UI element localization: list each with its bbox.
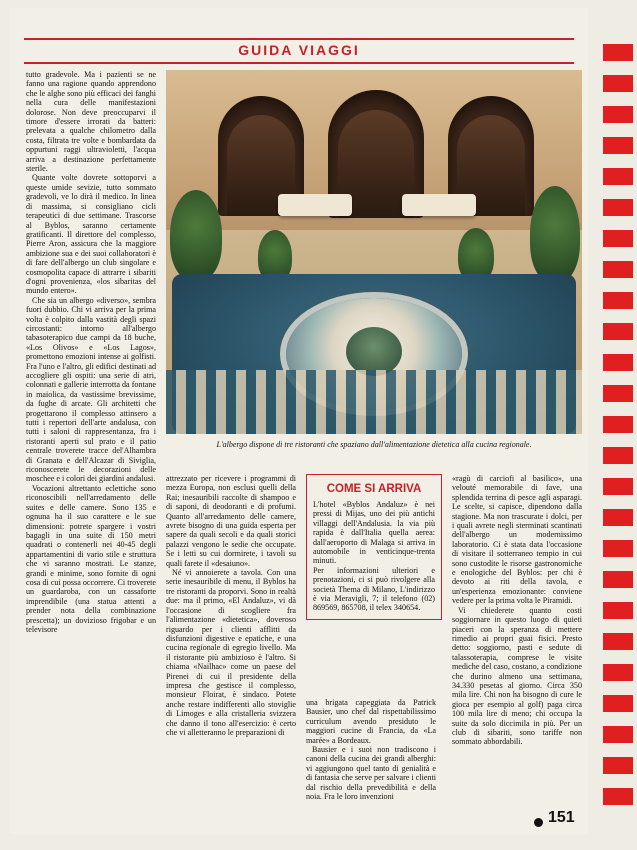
red-stripe	[603, 788, 633, 805]
red-stripe	[603, 292, 633, 309]
photo-plant	[170, 190, 222, 280]
red-stripe	[603, 230, 633, 247]
red-stripe	[603, 509, 633, 526]
red-stripe	[603, 323, 633, 340]
red-stripe	[603, 44, 633, 61]
page-header	[24, 42, 574, 58]
red-stripe	[603, 354, 633, 371]
paragraph: Vi chiederete quanto costi soggiornare in questo luogo di quieti piaceri con la speranza di mettere rimedio ai propri guai fisici. Presto detto: soggiorno, pasti e sedute di talassoterapia, comprese le visite mediche del caso, costano, a condizione che durino almeno una settimana, 34.330 pesetas al giorno. Circa 350 mila lire. Chi non ha bisogno di cure le gioca per esempio al golf) paga circa 100 mila lire di meno; chi occupa la suite da solo diccimila in più. Per un club di sibariti, sono tariffe non sommato abbordabili.	[452, 605, 582, 747]
body-column-bottom-2	[166, 474, 296, 737]
red-stripe	[603, 664, 633, 681]
photo-tiled-border	[166, 370, 582, 434]
body-column-bottom-3	[452, 474, 582, 747]
come-si-arriva-box	[306, 474, 442, 620]
hotel-courtyard-photo	[166, 70, 582, 434]
red-stripe	[603, 695, 633, 712]
page-sheet	[10, 8, 588, 834]
paragraph: attrezzato per ricevere i programmi di mezza Europa, non esclusi quelli della Rai; inesauribili raccolte di shampoo e di saponi, di deodoranti e di profumi. Quanto all'arredamento delle camere, avrete bisogno di una guida esperta per sapere da quali secoli e da quali storici palazzi vengono le sedie che occupate. Se i letti su cui dormirete, i tavoli su quali farete il «desaiuno».	[166, 474, 296, 568]
paragraph: Né vi annoierete a tavola. Con una serie inesauribile di menu, il Byblos ha tre ristoranti da proporvi. Sono in realtà due: ma il primo, «El Andaluz», vi dà l'occasione di scogliere fra l'alimentazione «dietetica», doveroso riguardo per i clienti afflitti da disfunzioni digestive e epatiche, e una cucina regionale di egregio livello. Ma il ristorante più ambizioso è l'altro. Si chiama «Nailhac» come un paese del Pirenei di cui il presidente della impresa che gestisce il complesso, monsieur Floirat, è sindaco. Potete anche restare indifferenti allo stoviglie di Limoges e alla cristalleria svizzera che danno il tono all'esercizio: è certo che vi alletteranno le preparazioni di	[166, 568, 296, 737]
red-stripe-column	[597, 0, 637, 850]
paragraph: Quante volte dovrete sottoporvi a queste umide sevizie, tutto sommato gradevoli, ve lo dirà il medico. In linea di massima, si consigliano cicli terapeutici di due settimane. Trascorse al Byblos, saranno certamente gratificanti. Il direttore del complesso, Pierre Aron, assicura che la maggiore ambizione sua e dei suoi collaboratori è di fare dell'albergo un club singolare e cosmopolita capace di attrarre i sibariti d'ogni provenienza, «los sibaritas del mundo entero».	[26, 173, 156, 296]
paragraph: «ragù di carciofi al basilico», una velouté memorabile di fave, una splendida terrina di pesce agli asparagi. Le scelte, si capisce, dipendono dalla stagione. Ma non trascurate i dolci, per i quali avrete negli sterminati scantinati dell'albergo un modernissimo laboratorio. Ci è stata data l'occasione di visitare il sotterraneo tempio in cui sono custodite le risorse gastronomiche e enologiche del Byblos: per chi è devoto ai riti della tavola, e un'esperienza emozionante: conviene vedere per la prima volta le Piramidi.	[452, 474, 582, 606]
red-stripe	[603, 478, 633, 495]
red-stripe	[603, 633, 633, 650]
photo-dining-table	[402, 194, 476, 216]
red-stripe	[603, 168, 633, 185]
body-column-left	[26, 70, 156, 634]
box-title: COME SI ARRIVA	[326, 483, 422, 495]
body-column-bottom-2-continued	[306, 698, 436, 801]
paragraph: una brigata capeggiata da Patrick Bausier, uno chef dal rispettabilissimo curriculum avendo presiduto le maggiori cucine di Francia, da «La marée» a Bordeaux.	[306, 698, 436, 745]
red-stripe	[603, 261, 633, 278]
box-paragraph: Per informazioni ulteriori e prenotazioni, ci si può rivolgere alla società Thema di Milano, L'indirizzo è via Meravigli, 7; il telefono (02) 869569, 865708, il telex 340654.	[313, 565, 435, 613]
red-stripe	[603, 137, 633, 154]
red-stripe	[603, 571, 633, 588]
photo-caption: L'albergo dispone di tre ristoranti che spaziano dall'alimentazione dietetica alla cucina regionale.	[216, 440, 532, 449]
red-stripe	[603, 416, 633, 433]
folio-dot-icon	[534, 818, 543, 827]
photo-plant	[530, 186, 580, 282]
photo-dining-table	[278, 194, 352, 216]
paragraph: Che sia un albergo «diverso», sembra fuori dubbio. Chi vi arriva per la prima volta è colpito dalla vastità degli spazi circostanti: intorno all'albergo tabasoterapico due campi da 18 buche, «Los Olivos» e «Los Lagos», promettono emozioni intense ai golfisti. Fra l'uno e l'altro, gli edifici destinati ad accogliere gli ospiti: una serie di atri, colonnati e gallerie interrotta da fontane in maiolica, da vastissime brevissime, da fughe di arcate. Gli architetti che progettarono il complesso attinsero a tutti i repertori dell'arte andalusa, con tutti i saloni di rappresentanza, fra i ristoranti aperti sul prato e il patio centrale troverete tracce del'Alhambra di Granata e dell'Alcazar di Siviglia, riconoscerete le decorazioni delle moschee e i colori dei giardini andalusi.	[26, 295, 156, 484]
red-stripe	[603, 602, 633, 619]
red-stripe	[603, 447, 633, 464]
red-stripe	[603, 540, 633, 557]
red-stripe	[603, 757, 633, 774]
paragraph: Bausier e i suoi non tradiscono i canoni della cucina dei grandi alberghi: vi aggiungono quel tanto di genialità e di fantasia che serve per salvare i clienti dal rischio della prevedibilità e della noia. Fra le loro invenzioni	[306, 745, 436, 802]
red-stripe	[603, 75, 633, 92]
header-rule-bottom	[24, 62, 574, 64]
header-rule-top	[24, 38, 574, 40]
page-number: 151	[548, 809, 575, 826]
red-stripe	[603, 385, 633, 402]
red-stripe	[603, 726, 633, 743]
paragraph: Vocazioni altrettanto eclettiche sono riconoscibili nell'arredamento delle suites e delle camere. Sono 135 e ognuna ha il suo carattere e le sue dimensioni: potrete spargere i vostri bagagli in una suite di 150 metri quadrati o contenerli nei 40-45 degli appartamentini di vario stile e struttura che vi saranno mostrati. Le stanze, grandi e minime, sono fornite di ogni cosa di cui possa occorrere. Ci troverete un guardaroba, con un cassaforte imprendibile (una statua attenti a prender nota della combinazione prescetta); un dovizioso frigobar e un televisore	[26, 483, 156, 634]
box-paragraph: L'hotel «Byblos Andaluz» è nei pressi di Mijas, uno dei più antichi villaggi dell'Andalusia. la via più rapida è dall'Italia quella aerea: dall'aeroporto di Malaga si arriva in automobile in venticinque-trenta minuti.	[313, 500, 435, 566]
red-stripe	[603, 106, 633, 123]
page-title: GUIDA VIAGGI	[238, 42, 360, 58]
paragraph: tutto gradevole. Ma i pazienti se ne fanno una ragione quando apprendono che le alghe sono più efficaci dei fanghi nella cura delle manifestazioni dolorose. Non deve preoccuparvi il timore d'essere irrorati da batteri: prelevata a qualche chilometro dalla costa, filtrata tre volte e bombardata da oppurtuni raggi ultravioletti, l'acqua arriva a destinazione perfettamente sterile.	[26, 70, 156, 174]
red-stripe	[603, 199, 633, 216]
